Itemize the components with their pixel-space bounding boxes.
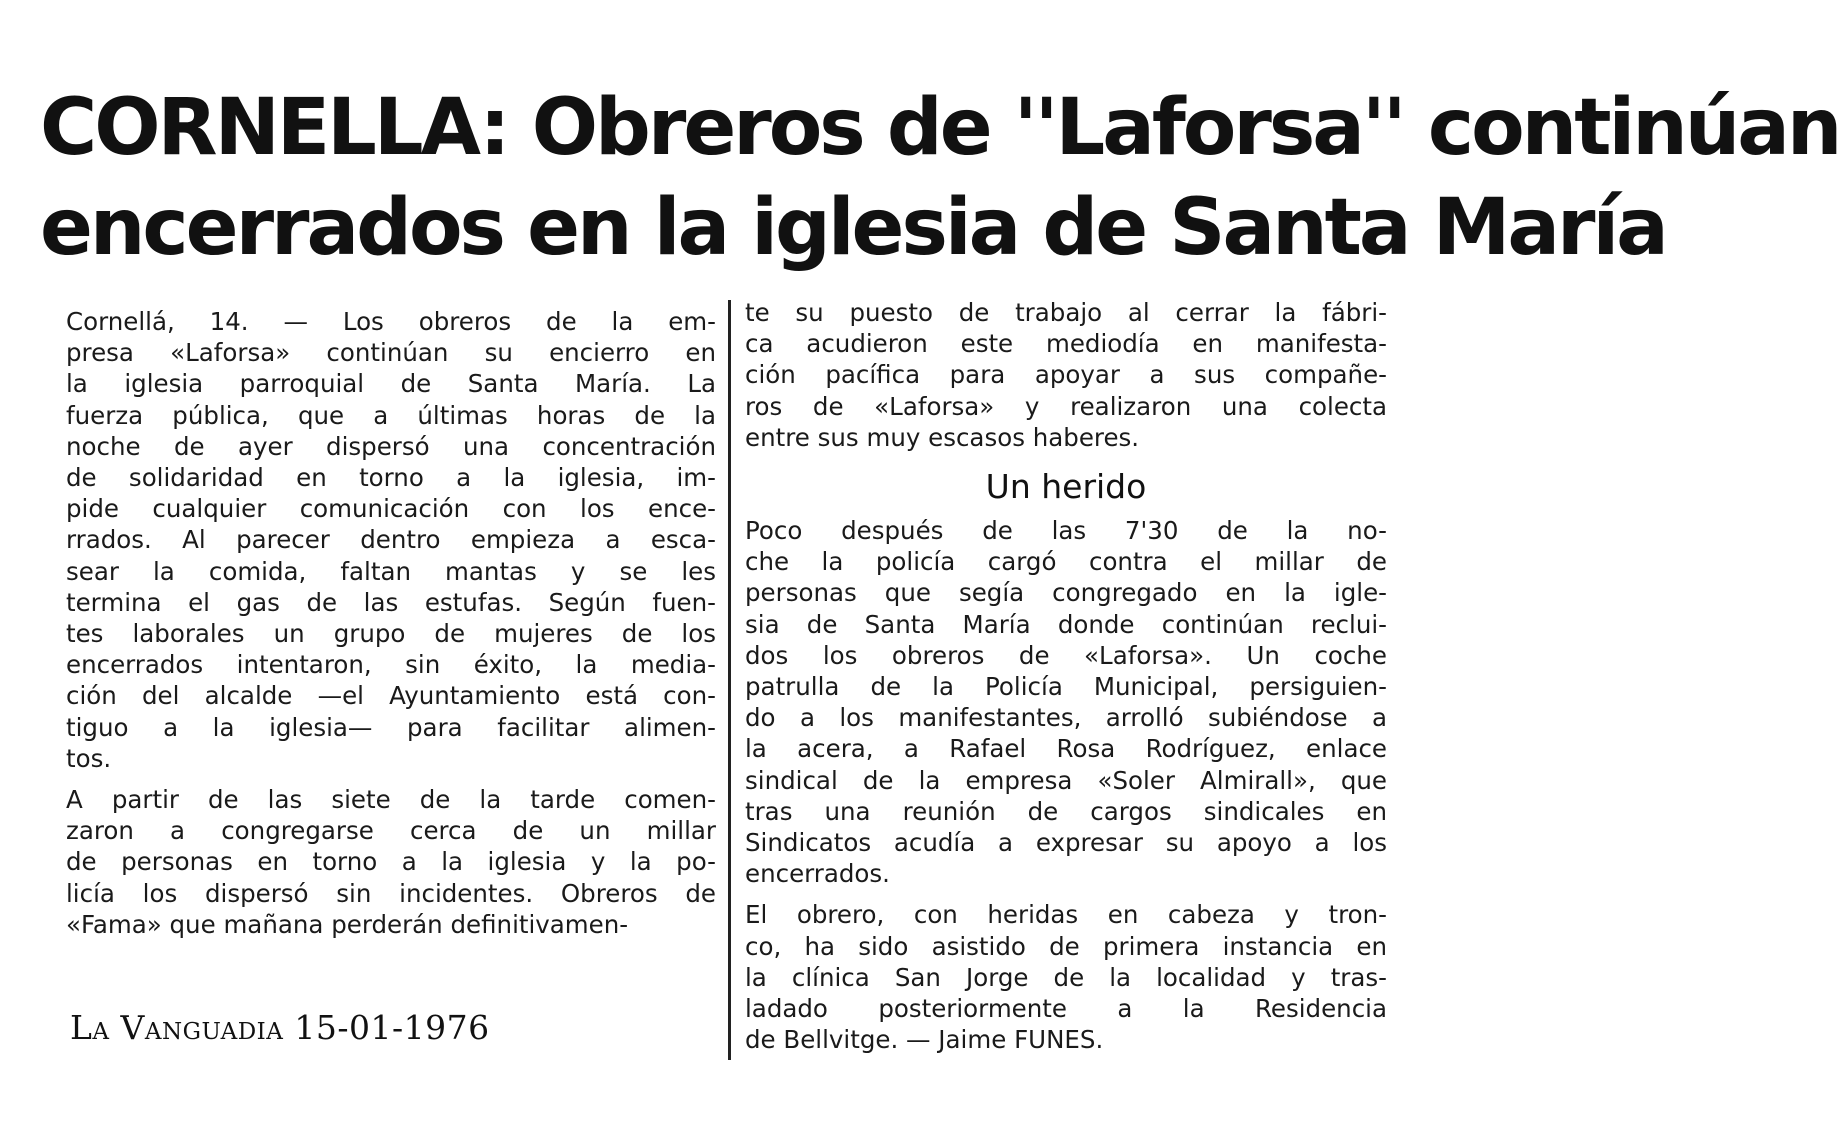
article-paragraph — [66, 306, 716, 774]
text-line: licía los dispersó sin incidentes. Obreros de — [66, 878, 716, 908]
text-line: ca acudieron este mediodía en manifesta- — [745, 329, 1387, 359]
text-line: la acera, a Rafael Rosa Rodríguez, enlace — [745, 734, 1387, 764]
right-column-top-text — [745, 297, 1387, 453]
text-line: tes laborales un grupo de mujeres de los — [66, 619, 716, 649]
subhead: Un herido — [985, 467, 1147, 507]
text-line: noche de ayer dispersó una concentración — [66, 431, 716, 461]
text-line: de Bellvitge. — Jaime FUNES. — [745, 1025, 1104, 1055]
right-column-bottom-text — [745, 515, 1387, 1055]
text-line: personas que segía congregado en la igle- — [745, 578, 1387, 608]
text-line: la iglesia parroquial de Santa María. La — [66, 369, 716, 399]
text-line: patrulla de la Policía Municipal, persiguien- — [745, 672, 1387, 702]
text-line: tiguo a la iglesia— para facilitar alimen- — [66, 712, 716, 742]
text-line: «Fama» que mañana perderán definitivamen- — [66, 909, 629, 939]
column-divider — [728, 300, 731, 1060]
text-line: Sindicatos acudía a expresar su apoyo a los — [745, 828, 1387, 858]
text-line: tras una reunión de cargos sindicales en — [745, 796, 1387, 826]
text-line: ladado posteriormente a la Residencia — [745, 994, 1387, 1024]
text-line: fuerza pública, que a últimas horas de la — [66, 400, 716, 430]
text-line: ros de «Laforsa» y realizaron una colecta — [745, 391, 1387, 421]
text-line: A partir de las siete de la tarde comen- — [66, 785, 716, 815]
headline-line-1: CORNELLA: Obreros de ''Laforsa'' continúan — [40, 83, 1839, 173]
text-line: termina el gas de las estufas. Según fuen- — [66, 587, 716, 617]
text-line: la clínica San Jorge de la localidad y tras- — [745, 962, 1387, 992]
text-line: encerrados. — [745, 859, 890, 889]
text-line: sear la comida, faltan mantas y se les — [66, 556, 716, 586]
text-line: de solidaridad en torno a la iglesia, im- — [66, 463, 716, 493]
text-line: te su puesto de trabajo al cerrar la fábri- — [745, 298, 1387, 327]
text-line: presa «Laforsa» continúan su encierro en — [66, 338, 716, 368]
article-paragraph — [66, 784, 716, 940]
article-paragraph — [745, 297, 1387, 453]
text-line: dos los obreros de «Laforsa». Un coche — [745, 640, 1387, 670]
source-credit: La Vanguadia 15-01-1976 — [70, 1008, 490, 1047]
text-line: sindical de la empresa «Soler Almirall», que — [745, 765, 1387, 795]
text-line: Cornellá, 14. — Los obreros de la em- — [66, 307, 716, 336]
text-line: El obrero, con heridas en cabeza y tron- — [745, 900, 1387, 930]
text-line: de personas en torno a la iglesia y la po- — [66, 847, 716, 877]
text-line: do a los manifestantes, arrolló subiéndose a — [745, 703, 1387, 733]
article-paragraph — [745, 899, 1387, 1055]
text-line: tos. — [66, 743, 112, 773]
text-line: co, ha sido asistido de primera instancia en — [745, 931, 1387, 961]
right-column — [745, 297, 1387, 1055]
text-line: zaron a congregarse cerca de un millar — [66, 816, 716, 846]
text-line: ción pacífica para apoyar a sus compañe- — [745, 360, 1387, 390]
text-line: encerrados intentaron, sin éxito, la media- — [66, 650, 716, 680]
text-line: ción del alcalde —el Ayuntamiento está con- — [66, 681, 716, 711]
text-line: pide cualquier comunicación con los ence- — [66, 494, 716, 524]
text-line: rrados. Al parecer dentro empieza a esca- — [66, 525, 716, 555]
article-paragraph — [745, 515, 1387, 889]
left-column — [66, 306, 716, 940]
text-line: Poco después de las 7'30 de la no- — [745, 516, 1387, 546]
text-line: sia de Santa María donde continúan reclui- — [745, 609, 1387, 639]
headline-line-2: encerrados en la iglesia de Santa María — [40, 183, 1666, 273]
text-line: entre sus muy escasos haberes. — [745, 422, 1140, 452]
text-line: che la policía cargó contra el millar de — [745, 547, 1387, 577]
